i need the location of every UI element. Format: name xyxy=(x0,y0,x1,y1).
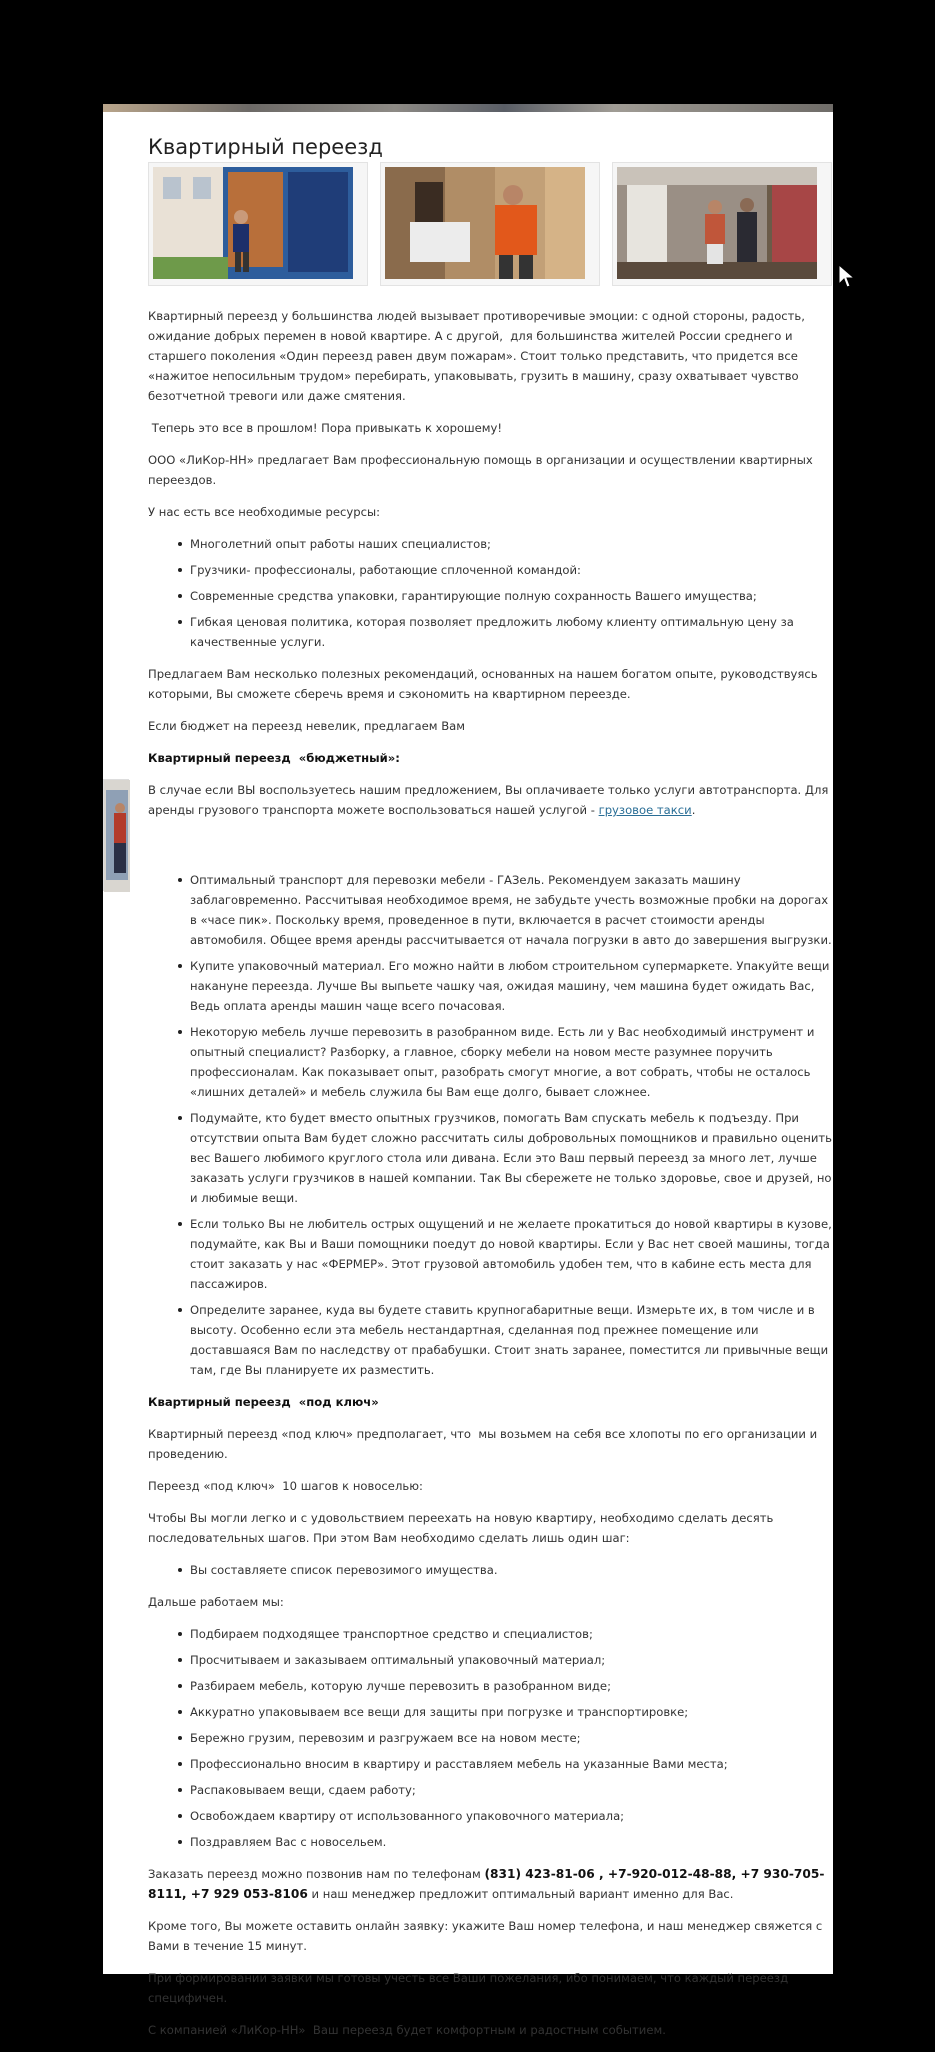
steps-title: Переезд «под ключ» 10 шагов к новоселью: xyxy=(148,1479,423,1493)
phone-numbers: (831) 423-81-06 , +7-920-012-48-88, +7 930-705-8111, +7 929 053-8106 xyxy=(148,1867,825,1901)
list-item: Гибкая ценовая политика, которая позволяет предложить любому клиенту оптимальную цену за качественные услуги. xyxy=(190,612,838,652)
list-item: Оптимальный транспорт для перевозки мебели - ГАЗель. Рекомендуем заказать машину заблаговременно. Рассчитывая необходимое время, не забудьте учесть возможные пробки на дорогах в «часе пик». Поскольку время, проведенное в пути, включается в расчет стоимости аренды автомобиля. Общее время аренды рассчитывается от начала погрузки в авто до завершения выгрузки. xyxy=(190,870,838,950)
list-item: Поздравляем Вас с новосельем. xyxy=(190,1832,838,1852)
order-prefix: Заказать переезд можно позвонив нам по телефонам xyxy=(148,1867,485,1881)
list-item: Современные средства упаковки, гарантирующие полную сохранность Вашего имущества; xyxy=(190,586,838,606)
company-paragraph: ООО «ЛиКор-НН» предлагает Вам профессиональную помощь в организации и осуществлении квартирных переездов. xyxy=(148,453,817,487)
list-item: Вы составляете список перевозимого имущества. xyxy=(190,1560,838,1580)
budget-paragraph xyxy=(148,780,838,820)
resources-list xyxy=(148,534,838,652)
order-suffix: и наш менеджер предложит оптимальный вариант именно для Вас. xyxy=(307,1887,734,1901)
side-thumbnail[interactable] xyxy=(103,779,129,891)
budget-text: В случае если ВЫ воспользуетесь нашим предложением, Вы оплачиваете только услуги автотранспорта. Для аренды грузового транспорта можете воспользоваться нашей услугой - xyxy=(148,783,833,817)
page-title: Квартирный переезд xyxy=(148,135,383,159)
recommend-paragraph: Предлагаем Вам несколько полезных рекомендаций, основанных на нашем богатом опыте, руководствуясь которыми, Вы сможете сберечь время и сэкономить на квартирном переезде. xyxy=(148,667,822,701)
turnkey-heading xyxy=(148,1392,838,1412)
photo-loading-truck xyxy=(153,167,353,279)
photo-gallery xyxy=(148,162,868,286)
gallery-item-2[interactable] xyxy=(380,162,600,286)
order-paragraph xyxy=(148,1864,838,1904)
list-item: Бережно грузим, перевозим и разгружаем все на новом месте; xyxy=(190,1728,838,1748)
gallery-item-1[interactable] xyxy=(148,162,368,286)
cargo-taxi-link[interactable]: грузовое такси xyxy=(598,803,692,817)
list-item: Распаковываем вещи, сдаем работу; xyxy=(190,1780,838,1800)
header-image-strip xyxy=(103,104,833,112)
mouse-cursor-icon xyxy=(838,264,856,290)
side-thumbnail-photo xyxy=(104,780,130,892)
wishes-paragraph: При формировании заявки мы готовы учесть все Ваши пожелания, ибо понимаем, что каждый переезд специфичен. xyxy=(148,1971,792,2005)
list-item: Некоторую мебель лучше перевозить в разобранном виде. Есть ли у Вас необходимый инструмент и опытный специалист? Разборку, а главное, сборку мебели на новом месте разумнее поручить профессионалам. Как показывает опыт, разобрать смогут многие, а вот собрать, чтобы не осталось «лишних деталей» и мебель служила бы Вам еще долго, бывает сложнее. xyxy=(190,1022,838,1102)
budget-list xyxy=(148,870,838,1380)
article-page xyxy=(103,112,833,2037)
now-paragraph: Теперь это все в прошлом! Пора привыкать к хорошему! xyxy=(148,421,503,435)
we-work-title: Дальше работаем мы: xyxy=(148,1595,284,1609)
list-item: Купите упаковочный материал. Его можно найти в любом строительном супермаркете. Упакуйте вещи накануне переезда. Лучше Вы выпьете чашку чая, ожидая машину, чем машина будет ожидать Вас, Ведь оплата аренды машин чаще всего почасовая. xyxy=(190,956,838,1016)
budget-heading-text: Квартирный переезд «бюджетный»: xyxy=(148,751,400,765)
article-content xyxy=(148,134,838,2052)
list-item: Освобождаем квартиру от использованного упаковочного материала; xyxy=(190,1806,838,1826)
online-paragraph: Кроме того, Вы можете оставить онлайн заявку: укажите Ваш номер телефона, и наш менеджер свяжется с Вами в течение 15 минут. xyxy=(148,1919,826,1953)
list-item: Аккуратно упаковываем все вещи для защиты при погрузке и транспортировке; xyxy=(190,1702,838,1722)
photo-inside-truck xyxy=(617,167,817,279)
list-item: Профессионально вносим в квартиру и расставляем мебель на указанные Вами места; xyxy=(190,1754,838,1774)
resources-title: У нас есть все необходимые ресурсы: xyxy=(148,505,380,519)
list-item: Подбираем подходящее транспортное средство и специалистов; xyxy=(190,1624,838,1644)
intro-paragraph: Квартирный переезд у большинства людей вызывает противоречивые эмоции: с одной стороны, радость, ожидание добрых перемен в новой квартире. А с другой, для большинства жителей России среднего и старшего поколения «Один переезд равен двум пожарам». Стоит только представить, что придется все «нажитое непосильным трудом» перебирать, упаковывать, грузить в машину, сразу охватывает чувство безотчетной тревоги или даже смятения. xyxy=(148,309,809,403)
list-item: Подумайте, кто будет вместо опытных грузчиков, помогать Вам спускать мебель к подъезду. При отсутствии опыта Вам будет сложно рассчитать силы добровольных помощников и правильно оценить вес Вашего любимого круглого стола или дивана. Если это Ваш первый переезд за много лет, лучше заказать услуги грузчиков в нашей компании. Так Вы сбережете не только здоровье, свое и друзей, но и любимые вещи. xyxy=(190,1108,838,1208)
our-steps-list xyxy=(148,1624,838,1852)
budget-intro: Если бюджет на переезд невелик, предлагаем Вам xyxy=(148,719,466,733)
closing-paragraph: С компанией «ЛиКор-НН» Ваш переезд будет комфортным и радостным событием. xyxy=(148,2023,666,2037)
photo-carrying-door xyxy=(385,167,585,279)
budget-heading xyxy=(148,748,838,768)
list-item: Определите заранее, куда вы будете ставить крупногабаритные вещи. Измерьте их, в том числе и в высоту. Особенно если эта мебель нестандартная, сделанная под прежнее помещение или доставшаяся Вам по наследству от прабабушки. Стоит знать заранее, поместится ли привычные вещи там, где Вы планируете их разместить. xyxy=(190,1300,838,1380)
list-item: Многолетний опыт работы наших специалистов; xyxy=(190,534,838,554)
list-item: Разбираем мебель, которую лучше перевозить в разобранном виде; xyxy=(190,1676,838,1696)
turnkey-intro: Квартирный переезд «под ключ» предполагает, что мы возьмем на себя все хлопоты по его организации и проведению. xyxy=(148,1427,821,1461)
budget-text-end: . xyxy=(691,803,696,817)
turnkey-heading-text: Квартирный переезд «под ключ» xyxy=(148,1395,379,1409)
steps-intro: Чтобы Вы могли легко и с удовольствием переехать на новую квартиру, необходимо сделать десять последовательных шагов. При этом Вам необходимо сделать лишь один шаг: xyxy=(148,1511,778,1545)
list-item: Если только Вы не любитель острых ощущений и не желаете прокатиться до новой квартиры в кузове, подумайте, как Вы и Ваши помощники поедут до новой квартиры. Если у Вас нет своей машины, тогда стоит заказать у нас «ФЕРМЕР». Этот грузовой автомобиль удобен тем, что в кабине есть места для пассажиров. xyxy=(190,1214,838,1294)
list-item: Просчитываем и заказываем оптимальный упаковочный материал; xyxy=(190,1650,838,1670)
client-step-list xyxy=(148,1560,838,1580)
gallery-item-3[interactable] xyxy=(612,162,832,286)
list-item: Грузчики- профессионалы, работающие сплоченной командой: xyxy=(190,560,838,580)
